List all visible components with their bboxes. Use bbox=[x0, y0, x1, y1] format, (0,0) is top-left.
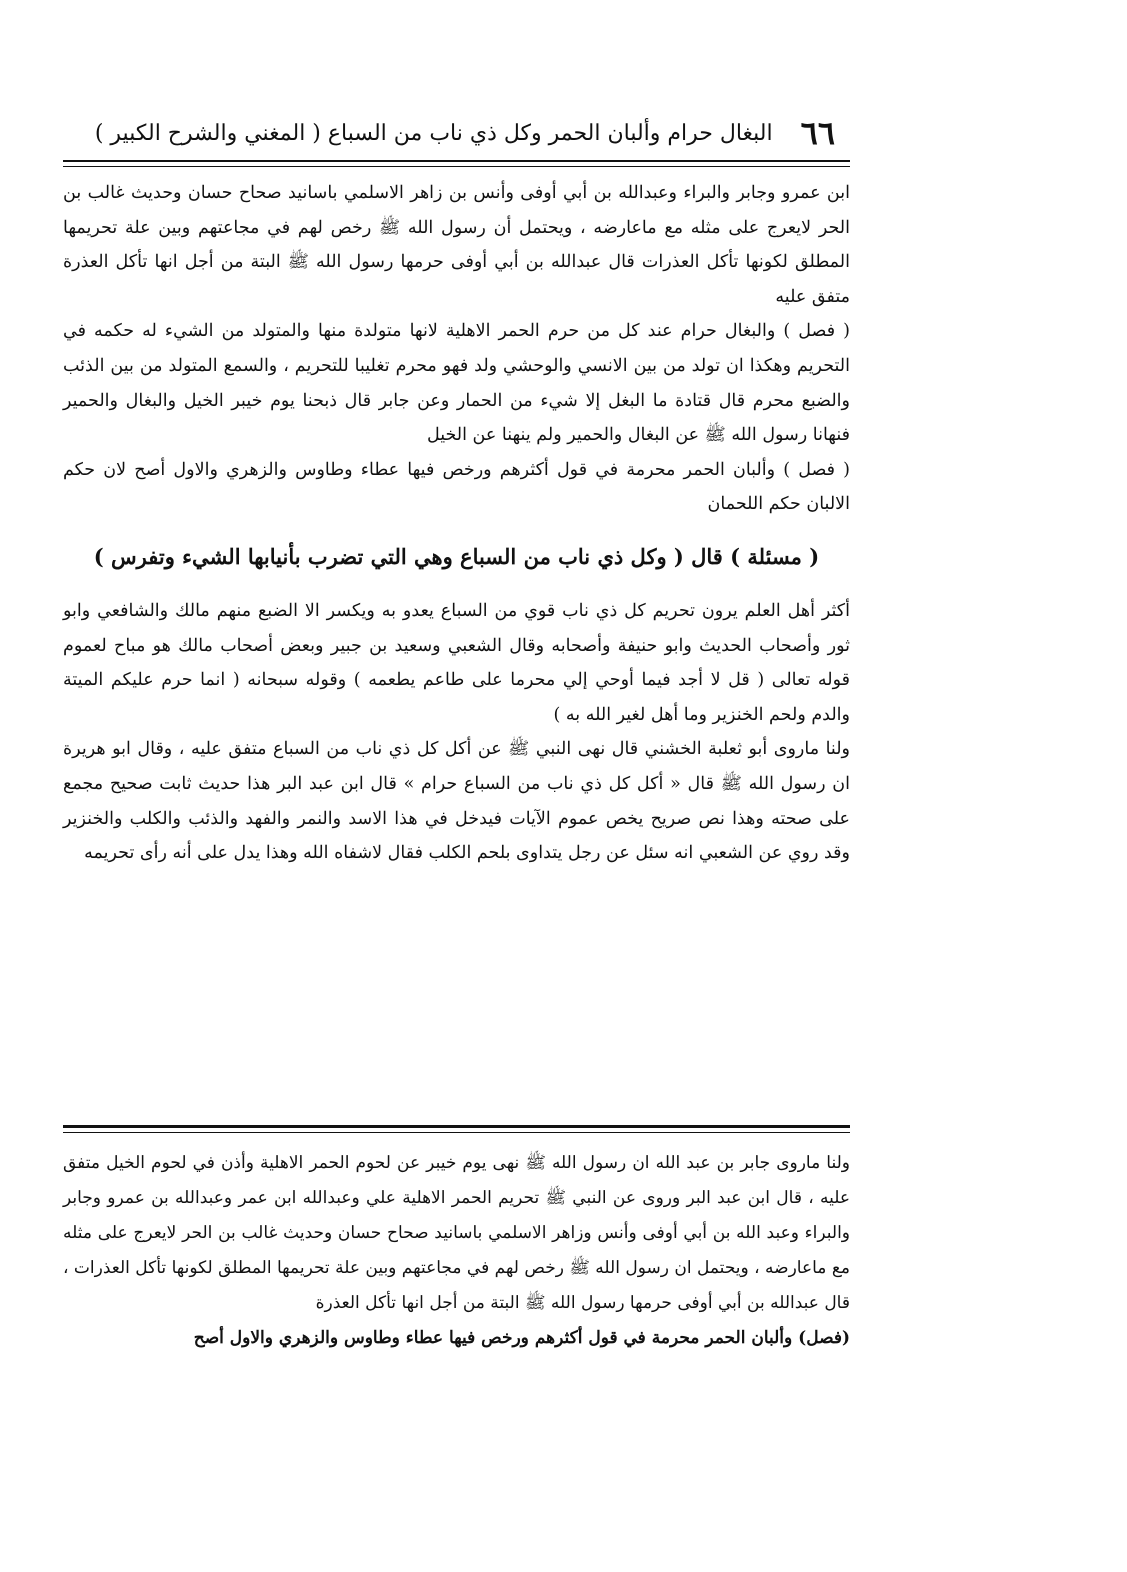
header-rule bbox=[63, 160, 850, 162]
footnote-separator bbox=[63, 1125, 850, 1128]
running-title: البغال حرام وألبان الحمر وكل ذي ناب من السباع ( المغني والشرح الكبير ) bbox=[94, 120, 773, 146]
section-heading: ( مسئلة ) قال ( وكل ذي ناب من السباع وهي التي تضرب بأنيابها الشيء وتفرس ) bbox=[93, 543, 820, 569]
paragraph: ولنا ماروى أبو ثعلبة الخشني قال نهى النبي ﷺ عن أكل كل ذي ناب من السباع متفق عليه ، وقال ابو هريرة ان رسول الله ﷺ قال « أكل كل ذي ناب من السباع حرام » قال ابن عبد البر هذا حديث ثابت صحيح مجمع على صحته وهذا نص صريح يخص عموم الآيات فيدخل في هذا الاسد والنمر والفهد والذئب والكلب والخنزير وقد روي عن الشعبي انه سئل عن رجل يتداوى بلحم الكلب فقال لاشفاه الله وهذا يدل على أنه رأى تحريمه bbox=[63, 739, 850, 864]
footnote-bold-paragraph: (فصل) وألبان الحمر محرمة في قول أكثرهم ورخص فيها عطاء وطاوس والزهري والاول أصح bbox=[193, 1328, 850, 1348]
page-number: ٦٦ bbox=[800, 114, 835, 152]
paragraph: ابن عمرو وجابر والبراء وعبدالله بن أبي أوفى وأنس بن زاهر الاسلمي باسانيد صحاح حسان وحديث غالب بن الحر لايعرج على مثله مع ماعارضه ، ويحتمل أن رسول الله ﷺ رخص لهم في مجاعتهم وبين علة تحريمها المطلق لكونها تأكل العذرات قال عبدالله بن أبي أوفى حرمها رسول الله ﷺ البتة من أجل انها تأكل العذرة متفق عليه bbox=[63, 183, 850, 307]
footnote-separator-thin bbox=[63, 1132, 850, 1133]
footnote-text bbox=[63, 1146, 850, 1356]
footnote-paragraph: ولنا ماروى جابر بن عبد الله ان رسول الله ﷺ نهى يوم خيبر عن لحوم الحمر الاهلية وأذن في لحوم الخيل متفق عليه ، قال ابن عبد البر وروى عن النبي ﷺ تحريم الحمر الاهلية علي وعبدالله ابن عمر وعبدالله بن عمرو وجابر والبراء وعبد الله بن أبي أوفى وأنس وزاهر الاسلمي باسانيد صحاح حسان وحديث غالب بن الحر لايعرج على مثله مع ماعارضه ، ويحتمل ان رسول الله ﷺ رخص لهم في مجاعتهم وبين علة تحريمها المطلق لكونها تأكل العذرات ، قال عبدالله بن أبي أوفى حرمها رسول الله ﷺ البتة من أجل انها تأكل العذرة bbox=[63, 1153, 850, 1313]
paragraph: ( فصل ) والبغال حرام عند كل من حرم الحمر الاهلية لانها متولدة منها والمتولد من الشيء له حكمه في التحريم وهكذا ان تولد من بين الانسي والوحشي ولد فهو محرم تغليبا للتحريم ، والسمع المتولد من بين الذئب والضبع محرم قال قتادة ما البغل إلا شيء من الحمار وعن جابر قال ذبحنا يوم خيبر الخيل والبغال والحمير فنهانا رسول الله ﷺ عن البغال والحمير ولم ينهنا عن الخيل bbox=[63, 321, 850, 446]
paragraph: أكثر أهل العلم يرون تحريم كل ذي ناب قوي من السباع يعدو به ويكسر الا الضبع منهم مالك والشافعي وابو ثور وأصحاب الحديث وابو حنيفة وأصحابه وقال الشعبي وسعيد بن جبير وبعض أصحاب مالك هو مباح لعموم قوله تعالى ( قل لا أجد فيما أوحي إلي محرما على طاعم يطعمه ) وقوله سبحانه ( انما حرم عليكم الميتة والدم ولحم الخنزير وما أهل لغير الله به ) bbox=[63, 600, 850, 725]
main-text bbox=[63, 176, 850, 871]
paragraph: ( فصل ) وألبان الحمر محرمة في قول أكثرهم ورخص فيها عطاء وطاوس والزهري والاول أصح لان حكم الالبان حكم اللحمان bbox=[63, 459, 850, 515]
page-header bbox=[95, 108, 835, 158]
header-rule-thin bbox=[63, 166, 850, 167]
